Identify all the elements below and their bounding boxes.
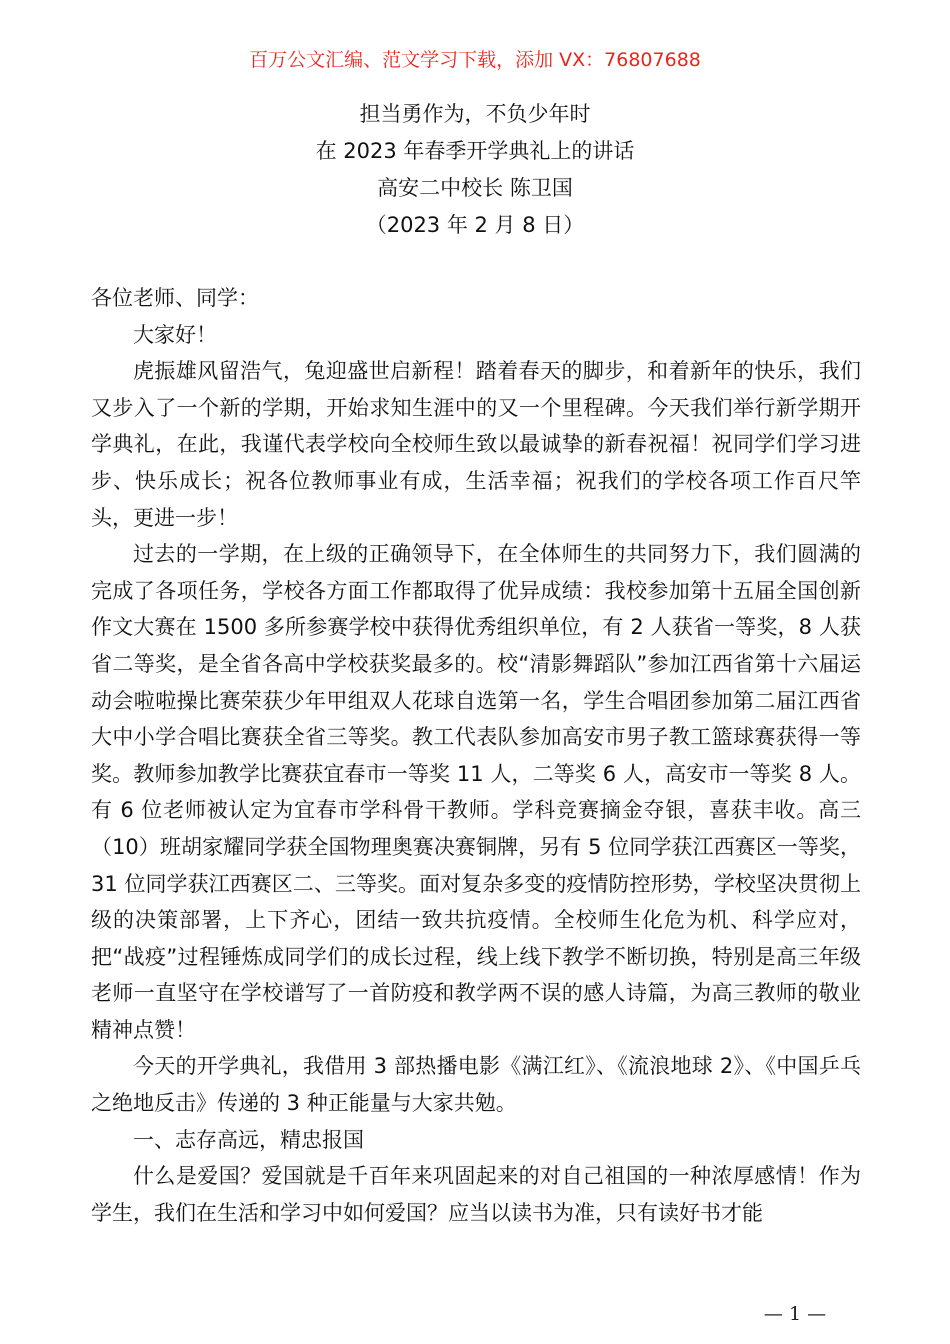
greeting: 大家好！: [133, 322, 217, 347]
page-number: — 1 —: [763, 1303, 827, 1325]
salutation: 各位老师、同学：: [91, 286, 259, 310]
title-block: [0, 96, 950, 244]
date-line: （2023 年 2 月 8 日）: [365, 213, 585, 237]
paragraph-achievements: 过去的一学期，在上级的正确领导下，在全体师生的共同努力下，我们圆满的完成了各项任务，学校各方面工作都取得了优异成绩：我校参加第十五届全国创新作文大赛在 1500 多所参赛学校中获得优秀组织单位，有 2 人获省一等奖，8 人获省二等奖，是全省各高中学校获奖最多的。校“清影舞蹈队”参加江西省第十六届运动会啦啦操比赛荣获少年甲组双人花球自选第一名，学生合唱团参加第二届江西省大中小学合唱比赛获全省三等奖。教工代表队参加高安市男子教工篮球赛获得一等奖。教师参加教学比赛获宜春市一等奖 11 人，二等奖 6 人，高安市一等奖 8 人。有 6 位老师被认定为宜春市学科骨干教师。学科竞赛摘金夺银，喜获丰收。高三（10）班胡家耀同学获全国物理奥赛决赛铜牌，另有 5 位同学获江西赛区一等奖，31 位同学获江西赛区二、三等奖。面对复杂多变的疫情防控形势，学校坚决贯彻上级的决策部署，上下齐心，团结一致共抗疫情。全校师生化危为机、科学应对，把“战疫”过程锤炼成同学们的成长过程，线上线下教学不断切换，特别是高三年级老师一直坚守在学校谱写了一首防疫和教学两不误的感人诗篇，为高三教师的敬业精神点赞！: [91, 542, 861, 1042]
paragraph-films: 今天的开学典礼，我借用 3 部热播电影《满江红》、《流浪地球 2》、《中国乒乓之绝地反击》传递的 3 种正能量与大家共勉。: [91, 1054, 861, 1116]
section-heading-1: 一、志存高远，精忠报国: [133, 1127, 364, 1152]
document-title: 担当勇作为，不负少年时: [359, 102, 591, 126]
paragraph-patriotism: 什么是爱国？爱国就是千百年来巩固起来的对自己祖国的一种浓厚感情！作为学生，我们在生活和学习中如何爱国？应当以读书为准，只有读好书才能: [91, 1164, 861, 1225]
document-subtitle: 在 2023 年春季开学典礼上的讲话: [315, 139, 635, 163]
paragraph-opening: 虎振雄风留浩气，兔迎盛世启新程！踏着春天的脚步，和着新年的快乐，我们又步入了一个新的学期，开始求知生涯中的又一个里程碑。今天我们举行新学期开学典礼，在此，我谨代表学校向全校师生致以最诚挚的新春祝福！祝同学们学习进步、快乐成长；祝各位教师事业有成，生活幸福；祝我们的学校各项工作百尺竿头，更进一步！: [91, 359, 861, 530]
header-banner: 百万公文汇编、范文学习下载，添加 VX：76807688: [249, 49, 701, 71]
speaker-line: 高安二中校长 陈卫国: [377, 176, 573, 200]
speech-body: [91, 280, 861, 1231]
